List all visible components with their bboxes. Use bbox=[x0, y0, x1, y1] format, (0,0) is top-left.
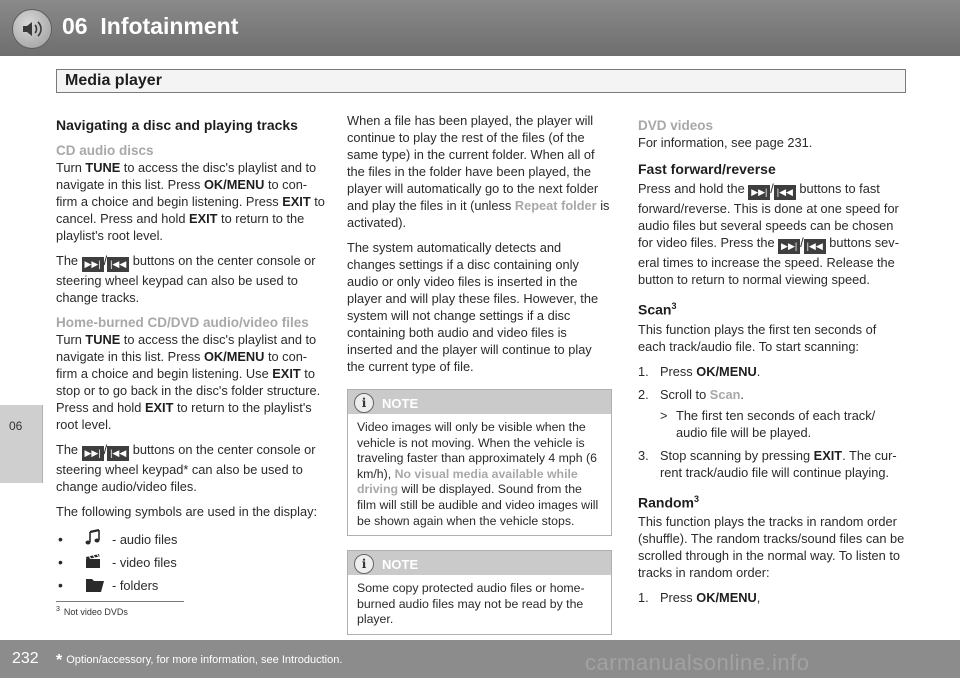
symbols-intro: The following symbols are used in the display: bbox=[56, 504, 318, 519]
nav-buttons-paragraph-2: The ▶▶| / |◀◀ buttons on the center console or steering wheel keypad* can also be used to change audio/video files. bbox=[56, 442, 316, 494]
footer-note: * Option/accessory, for more information, see Introduction. bbox=[56, 652, 343, 669]
note-header: i NOTE bbox=[348, 551, 611, 575]
home-burned-paragraph: Turn TUNE to access the disc's playlist and to navigate in this list. Press OK/MENU to con-firm a choice and begin listening. Use EXIT to stop or to go back in the disc's folder structure. Press and hold EXIT to return to the playlist's root level. bbox=[56, 332, 321, 432]
playback-paragraph: When a file has been played, the player will continue to play the rest of the files (of the same type) in the current folder. When all of the files in the folder have been played, the player will automatically go to the next folder and play the files in it (unless Repeat folder is activated). bbox=[347, 113, 610, 230]
list-item: 1. Press OK/MENU. bbox=[638, 363, 761, 379]
scan-heading: Scan$^3$ bbox=[638, 301, 677, 318]
list-item: • - video files bbox=[56, 551, 326, 574]
column-3 bbox=[638, 112, 906, 612]
scan-steps-cont bbox=[638, 447, 906, 481]
speaker-icon bbox=[12, 9, 52, 49]
footnote-divider bbox=[56, 601, 184, 602]
film-clapper-icon bbox=[84, 552, 112, 574]
page-footer bbox=[0, 640, 960, 678]
info-icon: i bbox=[354, 393, 374, 413]
ff-paragraph: Press and hold the ▶▶| / |◀◀ buttons to fast forward/reverse. This is done at one speed for audio files but several speeds can be chosen for video files. Press the ▶▶| / |◀◀ buttons sev-eral times to increase the speed. Release the button to return to normal viewing speed. bbox=[638, 181, 899, 287]
music-note-icon bbox=[84, 529, 112, 551]
watermark: carmanualsonline.info bbox=[585, 650, 810, 675]
next-icon: ▶▶| bbox=[82, 257, 104, 272]
previous-icon: |◀◀ bbox=[107, 446, 129, 461]
next-icon: ▶▶| bbox=[748, 185, 770, 200]
note-box bbox=[347, 550, 612, 635]
previous-icon: |◀◀ bbox=[107, 257, 129, 272]
auto-detect-paragraph: The system automatically detects and changes settings if a disc containing only audio or only video files is inserted in the player and will play these files. However, the system will not change settings if a disc containing both audio and video files is inserted and the player will continue to play the current type of file. bbox=[347, 240, 599, 374]
note-text: Some copy protected audio files or home-burned audio files may not be read by the player. bbox=[357, 581, 585, 627]
list-item: • - folders bbox=[56, 574, 326, 597]
cd-audio-paragraph: Turn TUNE to access the disc's playlist and to navigate in this list. Press OK/MENU to con-firm a choice and begin listening. Press EXIT to cancel. Press and hold EXIT to return to the playlist's root level. bbox=[56, 160, 325, 243]
cd-audio-heading: CD audio discs bbox=[56, 143, 154, 158]
next-icon: ▶▶| bbox=[778, 239, 800, 254]
note-header: i NOTE bbox=[348, 390, 611, 414]
list-item: 1. Press OK/MENU, bbox=[638, 590, 761, 606]
next-icon: ▶▶| bbox=[82, 446, 104, 461]
random-heading: Random$^3$ bbox=[638, 493, 700, 511]
section-bar bbox=[56, 69, 906, 93]
dvd-heading: DVD videos bbox=[638, 118, 714, 133]
chapter-side-tab: 06 bbox=[0, 405, 43, 483]
ff-heading: Fast forward/reverse bbox=[638, 161, 776, 177]
previous-icon: |◀◀ bbox=[804, 239, 826, 254]
footnote: $^3$ Not video DVDs bbox=[56, 606, 128, 617]
chapter-title: 06 Infotainment bbox=[62, 13, 239, 39]
random-steps bbox=[638, 589, 906, 606]
scan-steps bbox=[638, 363, 906, 403]
info-icon: i bbox=[354, 554, 374, 574]
nav-buttons-paragraph: The ▶▶| / |◀◀ buttons on the center console or steering wheel keypad can also be used to change tracks. bbox=[56, 253, 316, 305]
section-title: Media player bbox=[65, 72, 162, 89]
list-item: 3. Stop scanning by pressing EXIT. The cur-rent track/audio file will continue playing. bbox=[638, 447, 897, 480]
step-result: > The first ten seconds of each track/ audio file will be played. bbox=[660, 407, 876, 440]
home-burned-heading: Home-burned CD/DVD audio/video files bbox=[56, 315, 309, 330]
symbol-list bbox=[56, 528, 326, 597]
list-item: • - audio files bbox=[56, 528, 326, 551]
nav-heading: Navigating a disc and playing tracks bbox=[56, 117, 298, 133]
previous-icon: |◀◀ bbox=[774, 185, 796, 200]
note-box bbox=[347, 389, 612, 536]
scan-paragraph: This function plays the first ten seconds of each track/audio file. To start scanning: bbox=[638, 321, 877, 354]
random-paragraph: This function plays the tracks in random order (shuffle). The random tracks/sound files can be scrolled through in the normal way. To listen to tracks in random order: bbox=[638, 514, 905, 581]
note-text: Video images will only be visible when the vehicle is not moving. When the vehicle is traveling faster than approximately 4 mph (6 km/h), No visual media available while driving will be displayed. Sound from the film will still be audible and video images will be shown again when the vehicle stops. bbox=[357, 420, 599, 528]
column-2 bbox=[347, 112, 612, 635]
column-1 bbox=[56, 112, 326, 597]
chapter-header bbox=[0, 0, 960, 56]
folder-icon bbox=[84, 575, 112, 597]
page-number: 232 bbox=[12, 650, 39, 667]
list-item: 2. Scroll to Scan. bbox=[638, 386, 744, 402]
dvd-paragraph: For information, see page 231. bbox=[638, 135, 813, 150]
